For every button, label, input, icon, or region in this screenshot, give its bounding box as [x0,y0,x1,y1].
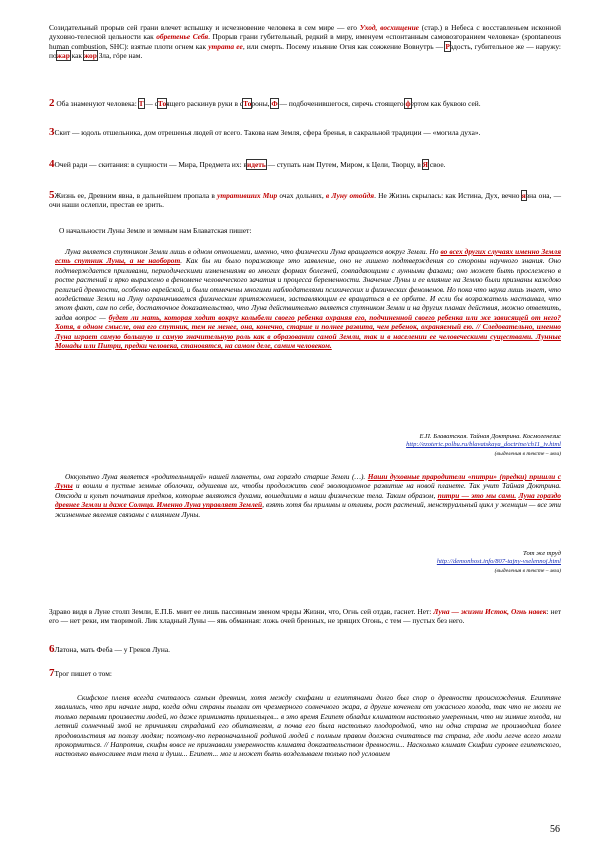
footnote-3: 3Скит — юдоль отшельника, дом отрешенья людей от всего. Такова нам Земля, сфера бренья, в сакральной традиции — «могила духа». [49,126,481,138]
footnote-4: 4Очей ради — скитания: в сущности — Мира, Предмета их: видеть — ступать нам Путем, Миром, к Цели, Творцу, в Я свое. [49,158,446,170]
footnote-6: 6Латона, мать Феба — у Греков Луна. [49,643,170,655]
paragraph-combustion: Созидательный прорыв сей грани влечет вспышку и исчезновение человека в сем мире — его Уход, восхищение (стар.) в Небеса с восставленьем исконной духовно-телесной цельности как обретенье Себя. Прорыв грани губительный, редкий в миру, именуем «спонтанным самовозгоранием человека» (spontaneous human combustion, SHC): взятые плоти огнем как утрата ее, или смерть. Посему изьяние Огня как сожжение Вовнутрь — Радость, губительное же — наружу: пожар как жор Зла, гóре нам. [49,23,561,61]
reference-link-2[interactable]: http://demonhost.info/807-tajny-vselennoj.html [436,558,561,566]
quote-blavatsky: Луна является спутником Земли лишь в одном отношении, именно, что физически Луна вращается вокруг Земли. Но во всех других случаях именно Земля есть спутник Луны, а не наоборот. Как бы ни было поражающе это заявление, оно не лишено подтверждения со стороны научного знания. Оно подтверждается приливами, периодическими изменениями во многих формах болезней, совпадающими с лунными фазами; оно может быть прослежено в росте растений и ярко выражено в феномене человеческого зачатия и процесса беременности. Значение Луны и ее влияние на Землю были признаны каждою религией древности, особенно еврейской, и были отмечены многими наблюдателями психических и физических феноменов. Но пока что наука лишь знает, что воздействие Земли на Луну ограничивается физическим притяжением, заставляющим ее вращаться в ее орбите. И если бы возражатель настаивал, что этот факт, сам по себе, достаточное доказательство, что Луна действительно является спутником Земли и на других планах действия, можно ответить, задав вопрос — будет ли мать, которая ходит вокруг колыбели своего ребенка охраняя его, подчиненной своего ребенка или же зависящей от него? Хотя, в одном смысле, она его спутник, тем не менее, она, конечно, старше и полнее развита, чем ребенок, охраняемый ею. // Следовательно, именно Луна играет самую большую и самую значительную роль как в образовании самой Земли, так и в населении ее человеческими существами. Лунные Монады или Питри, предки человека, становятся, на самом деле, самим человеком. [55,247,561,351]
reference-1: Е.П. Блаватская. Тайная Доктрина. Космогенезис http://ezoteric.polbu.ru/blavatskaya_doctrine/ch11_iv.html (выделения в тексте – мои) [406,433,561,457]
footnote-5: 5Жизнь ее, Древним явна, в дальнейшем пропала в утративших Мир очах дольних, в Луну отойдя. Не Жизнь скрылась: как Истина, Дух, вечно явна она, — очи наши ослепли, престав ее зрить. [49,189,561,210]
page-number: 56 [550,824,560,835]
reference-link-1[interactable]: http://ezoteric.polbu.ru/blavatskaya_doctrine/ch11_iv.html [406,441,561,449]
quote-trogus: Скифское племя всегда считалось самым древним, хотя между скифами и египтянами долго был спор о древности происхождения. Египтяне хвалились, что при начале мира, когда одни страны пылали от чрезмерного солнечного жара, а другие коченели от ужасного холода, так что не могли не только первыми произвести людей, но даже принимать пришельцев... в это время Египет обладал климатом настолько умеренным, что ни зимние холода, ни летний солнечный зной не причиняли страданий его обитателям, а почва его была настолько плодородной, что ни одна страна не производила более продовольствия на пользу людям; поэтому-то первоначальной родиной людей с полным правом должна считаться та страна, где люди легче всего могли прокормиться. // Напротив, скифы вовсе не признавали умеренность климата доказательством древности... Насколько климат Скифии суровее египетского, настолько выносливее там тела и души... Египет... мог и может быть возделываем только под условием [55,693,561,759]
footnote-7: 7Трог пишет о том: [49,667,112,679]
paragraph-moon-source: Здраво видя в Луне столп Земли, Е.П.Б. мнит ее лишь пассивным звеном чреды Жизни, что, Огнь сей отдав, гаснет. Нет: Луна — жизни Исток, Огнь навек: нет его — нет реки, им творимой. Лик хладный Луны — явь обманная: ложь очей бренных, не зрящих Огонь, с тем — пустых без него. [49,607,562,626]
footnote-2: 2 Оба знаменуют человека: Т — сТоящего раскинув руки в сТороны, Ф — подбоченившегося, сиречь стоящего фертом как буквою сей. [49,97,481,109]
reference-2: Тот же труд http://demonhost.info/807-tajny-vselennoj.html (выделения в тексте – мои) [436,550,561,574]
intro-line: О начальности Луны Земле и земным нам Блаватская пишет: [59,226,252,235]
quote-occult: Оккультно Луна является «родительницей» нашей планеты, она гораздо старше Земли (…). Наши духовные прародители «питри» (предки) пришли с Луны и вошли в пустые земные оболочки, одушевив их, чтобы продолжить своё эволюционное развитие на новой планете. Так учит Тайная Доктрина. Отсюда и культ почитания предков, которые являются духами, вошедшими в наши физические тела. Таким образом, питри — это мы сами. Луна гораздо древнее Земли и даже Солнца. Именно Луна управляет Землей, взять хотя бы приливы и отливы, рост растений, менструальный цикл у женщин — все эти жизненные явления связаны с влиянием Луны. [55,472,561,519]
